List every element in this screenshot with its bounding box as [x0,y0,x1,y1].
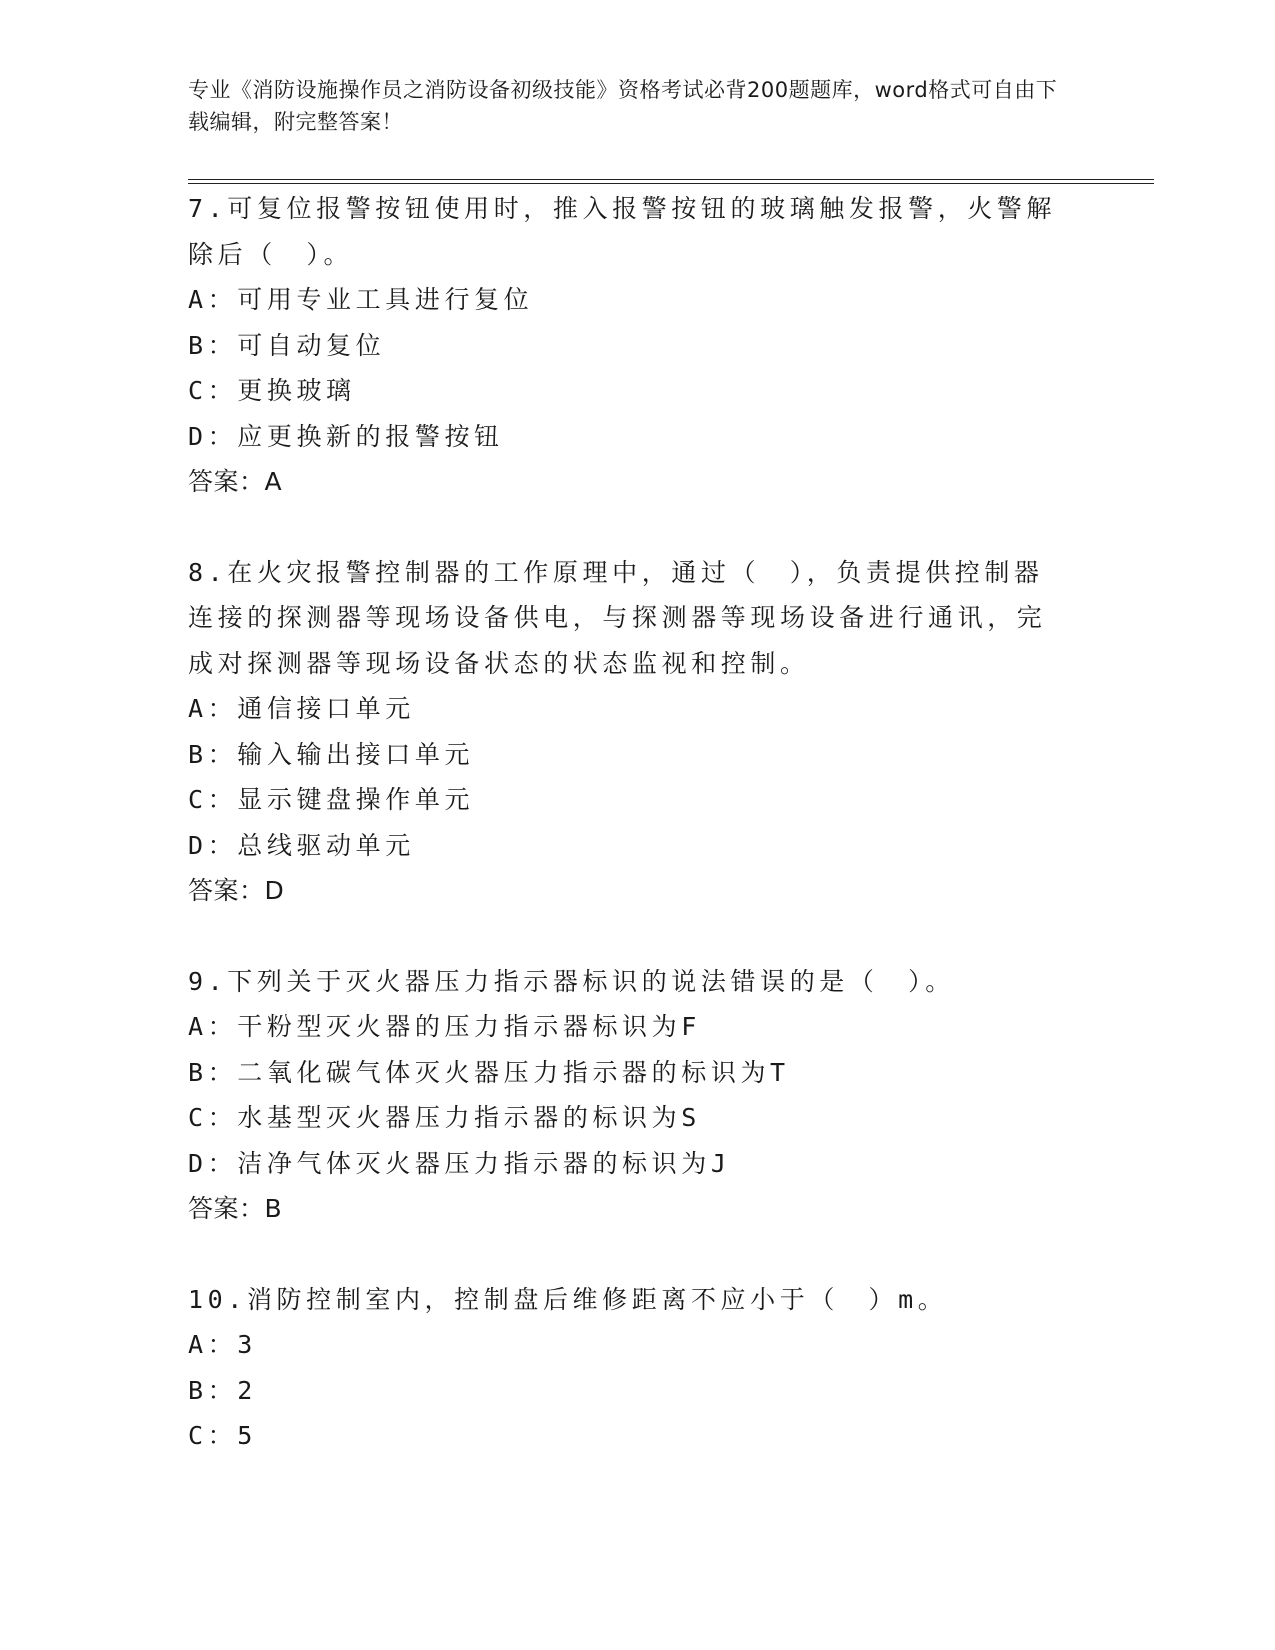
option-c: C：水基型灭火器压力指示器的标识为S [188,1103,701,1132]
option-a: A：可用专业工具进行复位 [188,285,534,314]
option-b: B：可自动复位 [188,330,386,360]
option-c: C：显示键盘操作单元 [188,785,475,814]
option-a: A：通信接口单元 [188,694,415,723]
header-rule-top [188,179,1154,180]
question-text: 7.可复位报警按钮使用时，推入报警按钮的玻璃触发报警，火警解除后（ ）。 [188,194,1057,269]
header-rule-bottom [188,183,1154,184]
question-10 [188,1277,1068,1459]
option-a: A：3 [188,1330,257,1359]
answer: 答案：A [188,467,283,496]
answer: 答案：D [188,876,285,905]
option-d: D：总线驱动单元 [188,830,415,860]
option-d: D：洁净气体灭火器压力指示器的标识为J [188,1148,731,1178]
question-text: 9.下列关于灭火器压力指示器标识的说法错误的是（ ）。 [188,966,955,996]
question-text: 10.消防控制室内，控制盘后维修距离不应小于（ ）m。 [188,1284,948,1314]
question-list [188,186,1068,1459]
option-a: A：干粉型灭火器的压力指示器标识为F [188,1012,701,1041]
option-d: D：应更换新的报警按钮 [188,421,504,451]
question-text: 8.在火灾报警控制器的工作原理中，通过（ ），负责提供控制器连接的探测器等现场设备供电，与探测器等现场设备进行通讯，完成对探测器等现场设备状态的状态监视和控制。 [188,557,1047,678]
question-8 [188,550,1068,914]
document-header: 专业《消防设施操作员之消防设备初级技能》资格考试必背200题题库，word格式可自由下载编辑，附完整答案！ [188,78,1058,134]
question-9 [188,959,1068,1232]
option-c: C：更换玻璃 [188,376,356,405]
option-b: B：二氧化碳气体灭火器压力指示器的标识为T [188,1057,790,1087]
option-c: C：5 [188,1421,257,1450]
answer: 答案：B [188,1194,283,1223]
option-b: B：2 [188,1375,257,1405]
option-b: B：输入输出接口单元 [188,739,475,769]
question-7 [188,186,1068,505]
